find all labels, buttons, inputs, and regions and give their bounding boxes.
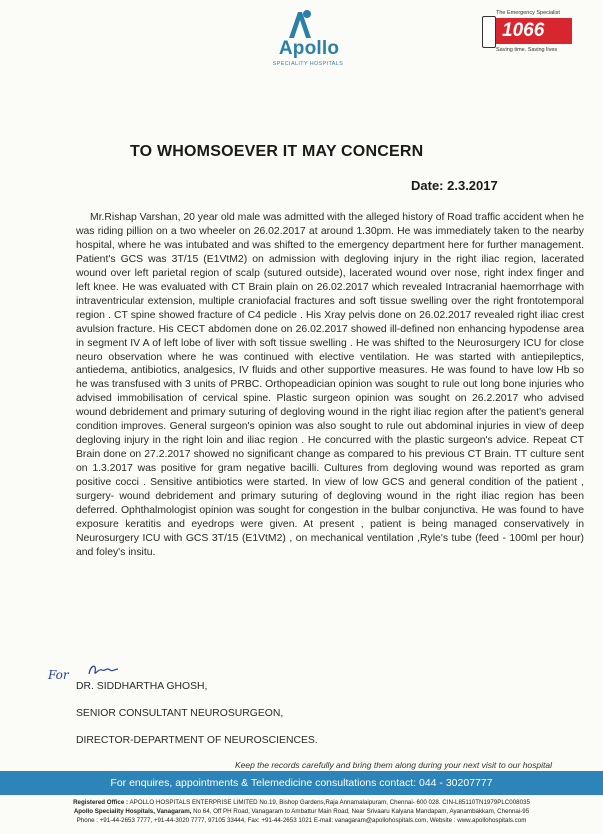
hospital-address-label: Apollo Speciality Hospitals, Vanagaram, — [73, 808, 192, 815]
registered-office-label: Registered Office : — [73, 799, 129, 806]
logo-subtitle: SPECIALITY HOSPITALS — [272, 61, 344, 67]
registered-office-text: APOLLO HOSPITALS ENTERPRISE LIMITED No.19, Bishop Gardens,Raja Annamalaipuram, Chennai- 600 028. CIN-L85110TN1979PLC008035 — [129, 799, 530, 806]
records-note: Keep the records carefully and bring them along during your next visit to our hospital — [234, 760, 552, 770]
handwritten-signature-icon — [85, 660, 121, 680]
apollo-emblem-icon — [285, 8, 315, 40]
letter-body: Mr.Rishap Varshan, 20 year old male was admitted with the alleged history of Road traffic accident when he was riding pillion on a two wheeler on 26.02.2017 at around 1.30pm. He was immediately taken to the nearby hospital, where he was intubated and was shifted to the emergency department here for further management. Patient's GCS was 3T/15 (E1VtM2) on admission with degloving injury in the right iliac region, lacerated wound over left parietal region of scalp (sutured outside), lacerated wound over nose, right index finger and left knee. He was evaluated with CT Brain plain on 26.02.2017 which revealed Intracranial haemorrhage with intraventricular extension, multiple craniofacial fractures and soft tissue swelling over the right frontotemporal region . CT spine showed fracture of C4 pedicle . His Xray pelvis done on 26.02.2017 revealed right iliac crest avulsion fracture. His CECT abdomen done on 26.02.2017 showed ill-defined non enhancing hypodense area in segment IV A of left lobe of liver with soft tissue swelling . He was shifted to the Neurosurgery ICU for close neuro observation where he was continued with elective ventilation. He was started with antiepileptics, antiedema, antibiotics, analgesics, IV fluids and other supportive measures. He was found to have low Hb so he was transfused with 3 units of PRBC. Orthopeadician opinion was sought to rule out long bone injuries who advised immobilisation of cervical spine. Plastic surgeon opinion was sought on 26.2.2017 who advised wound debridement and primary suturing of degloving wound in the right iliac region after the patient's general condition improves. General surgeon's opinion was also sought to rule out abdominal injuries in view of deep degloving injury in the right loin and iliac region . He concurred with the plastic surgeon's advice. Repeat CT Brain done on 27.2.2017 showed no significant change as compared to his previous CT Brain. TT culture sent on 1.3.2017 was positive for gram negative bacilli. Cultures from degloving wound was reported as gram positive cocci . Sensitive antibiotics were started. In view of low GCS and general condition of the patient , surgery- wound debridement and primary suturing of degloving wound in the right iliac region has been deferred. Ophthalmologist opinion was sought for congestion in the bulbar conjunctiva. He was found to have exposure keratitis and eyedrops were given. At present , patient is being managed conservatively in Neurosurgery ICU with GCS 3T/15 (E1VtM2) , on mechanical ventilation ,Ryle's tube (feed - 100ml per hour) and foley's insitu. — [76, 212, 585, 558]
letter-date: Date: 2.3.2017 — [411, 178, 498, 193]
emergency-number: 1066 — [496, 18, 572, 44]
signatory-name: DR. SIDDHARTHA GHOSH, — [76, 681, 208, 692]
signatory-title: SENIOR CONSULTANT NEUROSURGEON, — [76, 708, 284, 719]
mobile-phone-icon — [482, 16, 496, 48]
hospital-address-text: No 64, Off PH Road, Vanagaram to Ambattur Main Road, Near Srivaaru Kalyana Mandapam, Ayanambakkam, Chennai-95 — [193, 808, 530, 815]
letter-heading: TO WHOMSOEVER IT MAY CONCERN — [130, 143, 424, 160]
logo-name: Apollo — [278, 38, 340, 59]
hospital-address — [0, 808, 603, 815]
contact-band: For enquires, appointments & Telemedicine consultations contact: 044 - 30207777 — [0, 771, 603, 795]
emergency-tagline: Saving time. Saving lives — [496, 47, 558, 53]
for-note: For — [48, 668, 69, 682]
contact-details: Phone : +91-44-2653 7777, +91-44-3020 7777, 97105 33444, Fax: +91-44-2653 1021 E-mail: vanagaram@apollohospitals.com, Website : www.apollohospitals.com — [76, 817, 527, 824]
registered-office — [0, 799, 603, 806]
emergency-badge — [480, 10, 590, 54]
signatory-department: DIRECTOR-DEPARTMENT OF NEUROSCIENCES. — [76, 735, 318, 746]
emergency-caption: The Emergency Specialist — [496, 10, 560, 16]
